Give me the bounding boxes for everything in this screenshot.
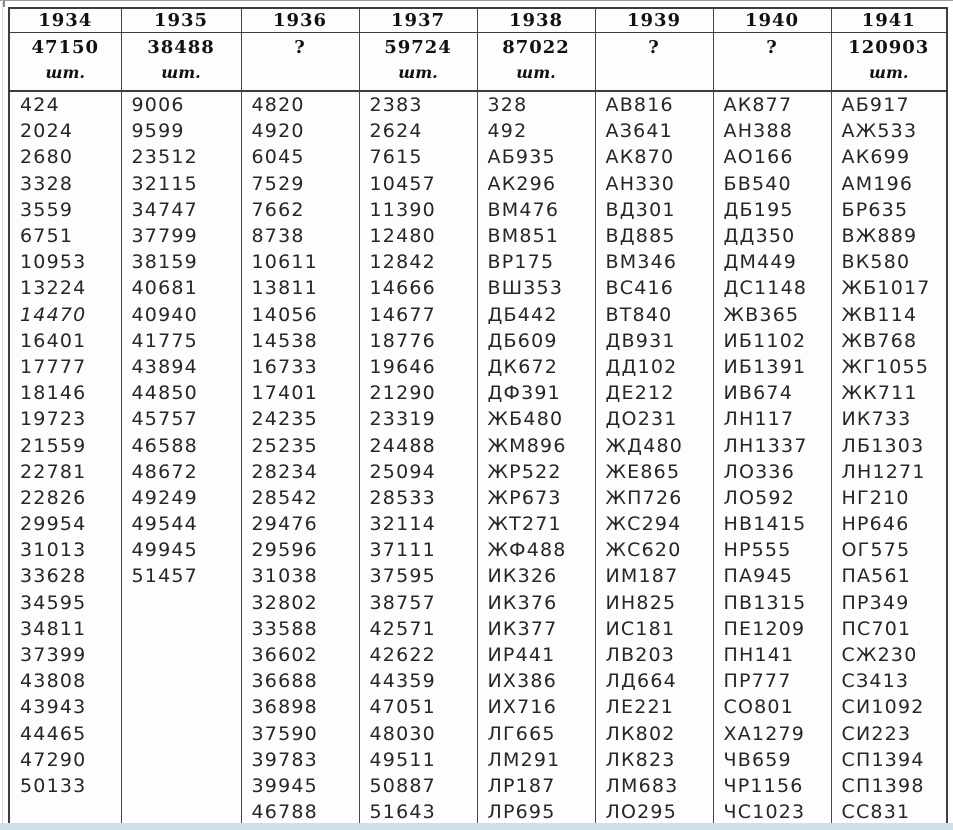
table-cell: ИН825 bbox=[595, 590, 713, 616]
table-cell: 38757 bbox=[359, 590, 477, 616]
unit-label: шт. bbox=[398, 63, 438, 82]
table-row bbox=[9, 459, 947, 485]
table-cell: ПР349 bbox=[831, 590, 947, 616]
table-cell: ИМ187 bbox=[595, 563, 713, 589]
table-cell: 328 bbox=[477, 91, 595, 118]
year-header bbox=[831, 8, 947, 33]
table-cell: СИ223 bbox=[831, 721, 947, 747]
table-cell: ДК672 bbox=[477, 354, 595, 380]
table-cell: 9006 bbox=[121, 91, 241, 118]
total-value: ? bbox=[294, 37, 306, 58]
table-cell: ЛК802 bbox=[595, 721, 713, 747]
total-value: ? bbox=[766, 37, 778, 58]
table-cell: ИХ386 bbox=[477, 668, 595, 694]
table-cell: 37111 bbox=[359, 537, 477, 563]
table-row bbox=[9, 380, 947, 406]
table-cell: СЖ230 bbox=[831, 642, 947, 668]
table-cell: ЛМ683 bbox=[595, 773, 713, 799]
table-cell: СП1398 bbox=[831, 773, 947, 799]
table-cell bbox=[121, 694, 241, 720]
table-cell: ЖС620 bbox=[595, 537, 713, 563]
year-header-row bbox=[9, 8, 947, 33]
table-cell: 32115 bbox=[121, 171, 241, 197]
year-label: 1940 bbox=[744, 10, 800, 31]
table-cell: 43894 bbox=[121, 354, 241, 380]
table-cell: 37595 bbox=[359, 563, 477, 589]
table-cell: 13811 bbox=[241, 275, 359, 301]
unit-label bbox=[714, 61, 831, 85]
table-row bbox=[9, 171, 947, 197]
bottom-blue-strip bbox=[0, 823, 953, 830]
table-cell: 492 bbox=[477, 118, 595, 144]
table-row bbox=[9, 485, 947, 511]
total-header bbox=[713, 33, 831, 92]
table-cell: ЖВ114 bbox=[831, 302, 947, 328]
table-row bbox=[9, 721, 947, 747]
unit-label: шт. bbox=[161, 63, 201, 82]
table-cell: ПС701 bbox=[831, 616, 947, 642]
table-cell: ЛО295 bbox=[595, 799, 713, 826]
table-cell: 24488 bbox=[359, 432, 477, 458]
table-cell: 34595 bbox=[9, 590, 121, 616]
table-cell: АЖ533 bbox=[831, 118, 947, 144]
table-cell: 17401 bbox=[241, 380, 359, 406]
table-cell: 24235 bbox=[241, 406, 359, 432]
total-value: 120903 bbox=[848, 37, 930, 58]
left-edge-line bbox=[2, 0, 3, 823]
table-cell: 13224 bbox=[9, 275, 121, 301]
table-cell bbox=[121, 773, 241, 799]
year-label: 1939 bbox=[626, 10, 682, 31]
table-row bbox=[9, 354, 947, 380]
table-cell: 49544 bbox=[121, 511, 241, 537]
table-row bbox=[9, 328, 947, 354]
table-cell: 3328 bbox=[9, 171, 121, 197]
table-cell: 14056 bbox=[241, 302, 359, 328]
table-cell: 25094 bbox=[359, 459, 477, 485]
table-cell: 43808 bbox=[9, 668, 121, 694]
table-cell: 36688 bbox=[241, 668, 359, 694]
table-cell: НР555 bbox=[713, 537, 831, 563]
table-cell bbox=[121, 642, 241, 668]
table-cell: ВД885 bbox=[595, 223, 713, 249]
table-cell: АЗ641 bbox=[595, 118, 713, 144]
table-cell: АК699 bbox=[831, 144, 947, 170]
table-cell: 29596 bbox=[241, 537, 359, 563]
table-cell: 28234 bbox=[241, 459, 359, 485]
table-row bbox=[9, 275, 947, 301]
table-cell: АБ917 bbox=[831, 91, 947, 118]
table-cell: ЛМ291 bbox=[477, 747, 595, 773]
table-cell: 37799 bbox=[121, 223, 241, 249]
total-value: 59724 bbox=[384, 37, 452, 58]
table-cell: 14538 bbox=[241, 328, 359, 354]
table-row bbox=[9, 616, 947, 642]
total-value: 47150 bbox=[31, 37, 100, 58]
total-header bbox=[241, 33, 359, 92]
table-cell: 44359 bbox=[359, 668, 477, 694]
table-cell: 16733 bbox=[241, 354, 359, 380]
table-cell: 22781 bbox=[9, 459, 121, 485]
table-cell: 48672 bbox=[121, 459, 241, 485]
year-label: 1934 bbox=[38, 10, 93, 31]
year-header bbox=[9, 8, 121, 33]
table-cell: ДД102 bbox=[595, 354, 713, 380]
total-header bbox=[831, 33, 947, 92]
table-cell: 10953 bbox=[9, 249, 121, 275]
total-value: 87022 bbox=[502, 37, 570, 58]
table-cell: 23512 bbox=[121, 144, 241, 170]
table-cell: ИК376 bbox=[477, 590, 595, 616]
table-cell: 37399 bbox=[9, 642, 121, 668]
table-cell: 37590 bbox=[241, 721, 359, 747]
table-cell: ПВ1315 bbox=[713, 590, 831, 616]
table-cell: БР635 bbox=[831, 197, 947, 223]
total-header bbox=[595, 33, 713, 92]
table-cell: ЖВ768 bbox=[831, 328, 947, 354]
table-cell: ДД350 bbox=[713, 223, 831, 249]
table-cell: 31038 bbox=[241, 563, 359, 589]
table-cell: ХА1279 bbox=[713, 721, 831, 747]
table-cell: 29954 bbox=[9, 511, 121, 537]
table-cell: ЖГ1055 bbox=[831, 354, 947, 380]
total-value: ? bbox=[648, 37, 660, 58]
table-cell: ПА561 bbox=[831, 563, 947, 589]
total-header bbox=[477, 33, 595, 92]
table-cell: 18146 bbox=[9, 380, 121, 406]
table-cell: ЛР187 bbox=[477, 773, 595, 799]
table-cell: 25235 bbox=[241, 432, 359, 458]
table-cell: 21559 bbox=[9, 432, 121, 458]
table-cell: ЛН1337 bbox=[713, 432, 831, 458]
table-cell: ДМ449 bbox=[713, 249, 831, 275]
table-cell bbox=[121, 616, 241, 642]
year-header bbox=[477, 8, 595, 33]
production-table bbox=[8, 7, 948, 827]
table-cell: ЖП726 bbox=[595, 485, 713, 511]
table-body bbox=[9, 91, 947, 826]
unit-label bbox=[242, 61, 359, 85]
table-cell bbox=[121, 747, 241, 773]
table-cell: СС831 bbox=[831, 799, 947, 826]
table-cell: 4820 bbox=[241, 91, 359, 118]
table-cell: 47051 bbox=[359, 694, 477, 720]
total-header bbox=[9, 33, 121, 92]
table-cell: ПЕ1209 bbox=[713, 616, 831, 642]
table-cell: ИХ716 bbox=[477, 694, 595, 720]
table-cell: АН330 bbox=[595, 171, 713, 197]
table-cell: 33628 bbox=[9, 563, 121, 589]
table-cell: ОГ575 bbox=[831, 537, 947, 563]
table-cell: ЛК823 bbox=[595, 747, 713, 773]
table-cell: 9599 bbox=[121, 118, 241, 144]
table-cell: 18776 bbox=[359, 328, 477, 354]
total-header bbox=[121, 33, 241, 92]
table-row bbox=[9, 563, 947, 589]
table-row bbox=[9, 694, 947, 720]
year-label: 1936 bbox=[272, 10, 328, 31]
table-row bbox=[9, 406, 947, 432]
unit-label: шт. bbox=[869, 63, 909, 82]
table-cell: 40940 bbox=[121, 302, 241, 328]
table-cell: 50133 bbox=[9, 773, 121, 799]
table-cell: ДО231 bbox=[595, 406, 713, 432]
table-cell: 12842 bbox=[359, 249, 477, 275]
year-label: 1941 bbox=[861, 10, 916, 31]
table-cell: 7615 bbox=[359, 144, 477, 170]
table-cell: ЛД664 bbox=[595, 668, 713, 694]
table-row bbox=[9, 537, 947, 563]
table-cell: ДБ609 bbox=[477, 328, 595, 354]
table-row bbox=[9, 668, 947, 694]
table-cell: ПА945 bbox=[713, 563, 831, 589]
year-header bbox=[241, 8, 359, 33]
unit-label: шт. bbox=[516, 63, 556, 82]
table-cell: 29476 bbox=[241, 511, 359, 537]
table-cell: ЧС1023 bbox=[713, 799, 831, 826]
table-cell: ДЕ212 bbox=[595, 380, 713, 406]
table-cell: 39945 bbox=[241, 773, 359, 799]
table-cell: ИР441 bbox=[477, 642, 595, 668]
table-cell: ИК377 bbox=[477, 616, 595, 642]
table-row bbox=[9, 590, 947, 616]
table-cell: ЖБ480 bbox=[477, 406, 595, 432]
table-cell: СП1394 bbox=[831, 747, 947, 773]
table-cell: 49511 bbox=[359, 747, 477, 773]
table-cell: БВ540 bbox=[713, 171, 831, 197]
table-cell: 51643 bbox=[359, 799, 477, 826]
table-row bbox=[9, 432, 947, 458]
table-cell: ДБ195 bbox=[713, 197, 831, 223]
table-cell: НВ1415 bbox=[713, 511, 831, 537]
table-row bbox=[9, 302, 947, 328]
table-cell: 7662 bbox=[241, 197, 359, 223]
table-cell: ЛН1271 bbox=[831, 459, 947, 485]
table-cell: АК877 bbox=[713, 91, 831, 118]
table-cell: 7529 bbox=[241, 171, 359, 197]
table-cell: ЖС294 bbox=[595, 511, 713, 537]
table-cell: 42622 bbox=[359, 642, 477, 668]
table-cell: ВМ476 bbox=[477, 197, 595, 223]
table-cell: 46788 bbox=[241, 799, 359, 826]
unit-label: шт. bbox=[45, 63, 85, 82]
table-cell: ЖД480 bbox=[595, 432, 713, 458]
table-cell: 6751 bbox=[9, 223, 121, 249]
table-cell: ЧР1156 bbox=[713, 773, 831, 799]
table-cell: ДБ442 bbox=[477, 302, 595, 328]
table-cell: 19723 bbox=[9, 406, 121, 432]
table-cell: ЧВ659 bbox=[713, 747, 831, 773]
table-cell: 32802 bbox=[241, 590, 359, 616]
table-cell: 36602 bbox=[241, 642, 359, 668]
table-row bbox=[9, 91, 947, 118]
table-cell: 47290 bbox=[9, 747, 121, 773]
table-cell: ИС181 bbox=[595, 616, 713, 642]
table-cell: 2624 bbox=[359, 118, 477, 144]
table-cell: 22826 bbox=[9, 485, 121, 511]
table-cell: ВМ851 bbox=[477, 223, 595, 249]
table-cell: 2383 bbox=[359, 91, 477, 118]
table-row bbox=[9, 511, 947, 537]
table-cell: 32114 bbox=[359, 511, 477, 537]
table-cell: ВЖ889 bbox=[831, 223, 947, 249]
table-cell: 17777 bbox=[9, 354, 121, 380]
table-cell: ДФ391 bbox=[477, 380, 595, 406]
table-cell: 39783 bbox=[241, 747, 359, 773]
table-row bbox=[9, 118, 947, 144]
table-row bbox=[9, 642, 947, 668]
table-cell: ЛЕ221 bbox=[595, 694, 713, 720]
year-label: 1935 bbox=[153, 10, 209, 31]
table-cell: АК870 bbox=[595, 144, 713, 170]
table-cell: ЖТ271 bbox=[477, 511, 595, 537]
unit-label bbox=[596, 61, 713, 85]
table-cell: 49945 bbox=[121, 537, 241, 563]
table-cell: ИК733 bbox=[831, 406, 947, 432]
table-cell: 4920 bbox=[241, 118, 359, 144]
table-cell: 424 bbox=[9, 91, 121, 118]
top-edge-line bbox=[0, 0, 953, 1]
table-cell: АК296 bbox=[477, 171, 595, 197]
table-cell: ЛО592 bbox=[713, 485, 831, 511]
table-cell: ВШ353 bbox=[477, 275, 595, 301]
table-cell: ИК326 bbox=[477, 563, 595, 589]
table-cell bbox=[121, 721, 241, 747]
table-cell: 48030 bbox=[359, 721, 477, 747]
year-label: 1938 bbox=[508, 10, 564, 31]
table-cell: ИБ1102 bbox=[713, 328, 831, 354]
table-cell: ЛВ203 bbox=[595, 642, 713, 668]
table-cell: 21290 bbox=[359, 380, 477, 406]
table-cell: 8738 bbox=[241, 223, 359, 249]
table-cell: 45757 bbox=[121, 406, 241, 432]
year-header bbox=[359, 8, 477, 33]
table-cell: 10457 bbox=[359, 171, 477, 197]
table-cell: ВТ840 bbox=[595, 302, 713, 328]
table-cell: 14470 bbox=[9, 302, 121, 328]
table-cell: АВ816 bbox=[595, 91, 713, 118]
table-row bbox=[9, 197, 947, 223]
table-cell: 44850 bbox=[121, 380, 241, 406]
table-cell: СИ1092 bbox=[831, 694, 947, 720]
table-cell: 31013 bbox=[9, 537, 121, 563]
totals-header-row bbox=[9, 33, 947, 92]
table-row bbox=[9, 249, 947, 275]
table-cell: 41775 bbox=[121, 328, 241, 354]
table-cell: 44465 bbox=[9, 721, 121, 747]
table-cell: НГ210 bbox=[831, 485, 947, 511]
table-cell: 23319 bbox=[359, 406, 477, 432]
table-cell: ЖР673 bbox=[477, 485, 595, 511]
table-cell: 28542 bbox=[241, 485, 359, 511]
year-header bbox=[595, 8, 713, 33]
table-cell: 14677 bbox=[359, 302, 477, 328]
table-cell: ДВ931 bbox=[595, 328, 713, 354]
table-cell: АО166 bbox=[713, 144, 831, 170]
table-cell: ПР777 bbox=[713, 668, 831, 694]
table-cell: 36898 bbox=[241, 694, 359, 720]
table-cell: 2680 bbox=[9, 144, 121, 170]
table-cell: АН388 bbox=[713, 118, 831, 144]
table-cell: ЛР695 bbox=[477, 799, 595, 826]
table-cell: 14666 bbox=[359, 275, 477, 301]
table-cell: ЖЕ865 bbox=[595, 459, 713, 485]
table-cell: 28533 bbox=[359, 485, 477, 511]
table-cell: 16401 bbox=[9, 328, 121, 354]
table-cell: ЖФ488 bbox=[477, 537, 595, 563]
table-cell: ЖК711 bbox=[831, 380, 947, 406]
year-header bbox=[713, 8, 831, 33]
table-row bbox=[9, 773, 947, 799]
table-cell bbox=[121, 668, 241, 694]
table-cell: 19646 bbox=[359, 354, 477, 380]
table-cell: 34811 bbox=[9, 616, 121, 642]
table-cell: ЛН117 bbox=[713, 406, 831, 432]
table-cell: 43943 bbox=[9, 694, 121, 720]
table-row bbox=[9, 144, 947, 170]
table-cell: 38159 bbox=[121, 249, 241, 275]
table-cell: ВД301 bbox=[595, 197, 713, 223]
table-cell: СЗ413 bbox=[831, 668, 947, 694]
table-cell: АБ935 bbox=[477, 144, 595, 170]
table-cell: 12480 bbox=[359, 223, 477, 249]
table-cell: ВР175 bbox=[477, 249, 595, 275]
total-header bbox=[359, 33, 477, 92]
table-cell: ЖВ365 bbox=[713, 302, 831, 328]
table-cell: 46588 bbox=[121, 432, 241, 458]
table-cell: 34747 bbox=[121, 197, 241, 223]
table-cell: ЖБ1017 bbox=[831, 275, 947, 301]
table-cell: 33588 bbox=[241, 616, 359, 642]
table-cell: ДС1148 bbox=[713, 275, 831, 301]
table-cell: 2024 bbox=[9, 118, 121, 144]
table-row bbox=[9, 747, 947, 773]
table-cell: НР646 bbox=[831, 511, 947, 537]
table-cell: 10611 bbox=[241, 249, 359, 275]
table-cell bbox=[121, 590, 241, 616]
table-row bbox=[9, 223, 947, 249]
table-cell: 40681 bbox=[121, 275, 241, 301]
year-header bbox=[121, 8, 241, 33]
table-cell: 6045 bbox=[241, 144, 359, 170]
table-cell: 11390 bbox=[359, 197, 477, 223]
table-cell: ЖМ896 bbox=[477, 432, 595, 458]
table-cell: ЛБ1303 bbox=[831, 432, 947, 458]
table-cell: ИБ1391 bbox=[713, 354, 831, 380]
table-cell: ЛО336 bbox=[713, 459, 831, 485]
table-cell: ВК580 bbox=[831, 249, 947, 275]
table-cell: 42571 bbox=[359, 616, 477, 642]
table-cell: 50887 bbox=[359, 773, 477, 799]
table-cell: 3559 bbox=[9, 197, 121, 223]
table-cell: 49249 bbox=[121, 485, 241, 511]
table-cell: ВМ346 bbox=[595, 249, 713, 275]
table-cell: ИВ674 bbox=[713, 380, 831, 406]
table-cell: 51457 bbox=[121, 563, 241, 589]
year-label: 1937 bbox=[390, 10, 446, 31]
table-cell: СО801 bbox=[713, 694, 831, 720]
table-cell: ЖР522 bbox=[477, 459, 595, 485]
table-cell: ПН141 bbox=[713, 642, 831, 668]
table-cell: ВС416 bbox=[595, 275, 713, 301]
total-value: 38488 bbox=[147, 37, 215, 58]
top-left-tick bbox=[3, 0, 5, 7]
table-cell: ЛГ665 bbox=[477, 721, 595, 747]
table-cell: АМ196 bbox=[831, 171, 947, 197]
